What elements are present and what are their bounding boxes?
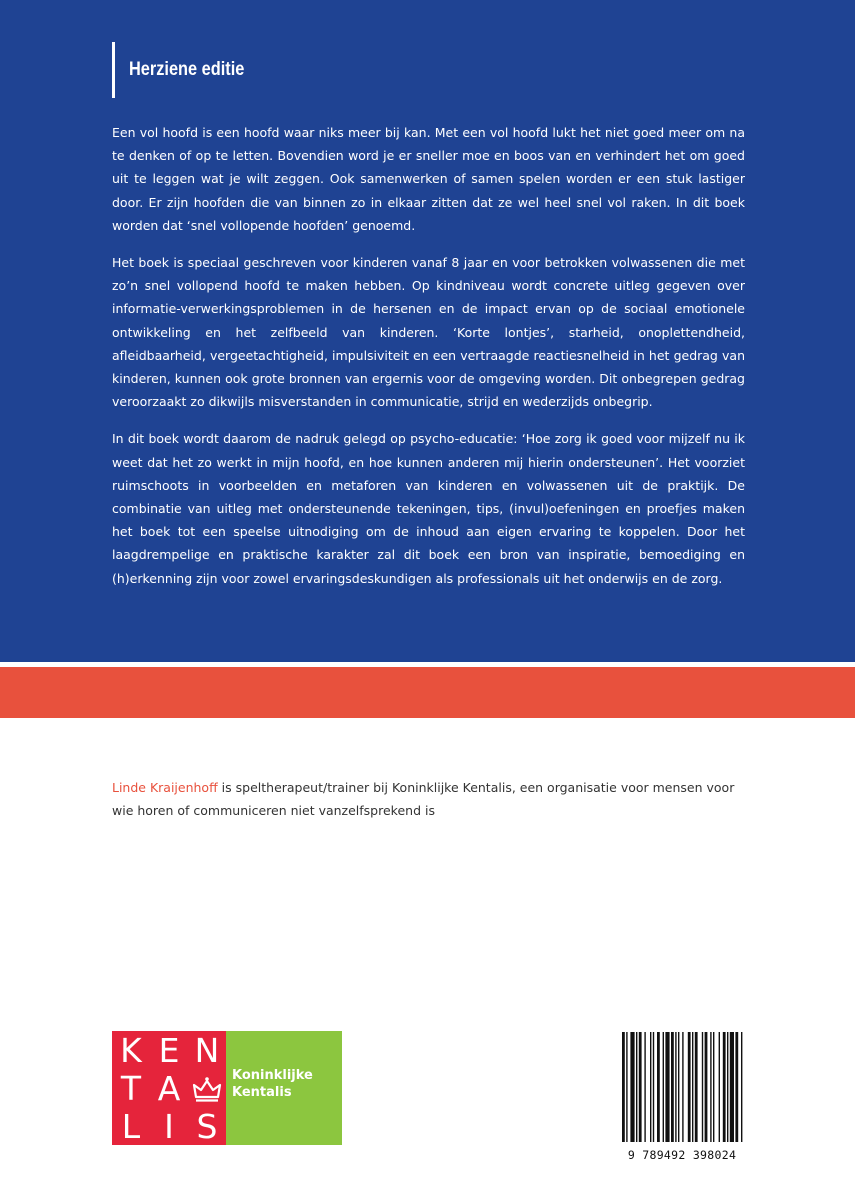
barcode-bar	[692, 1032, 693, 1142]
back-cover-blurb	[112, 121, 745, 604]
barcode-bar	[735, 1032, 738, 1142]
barcode-bar	[695, 1032, 698, 1142]
barcode-bars	[618, 1032, 746, 1146]
barcode-bar	[688, 1032, 691, 1142]
barcode-bar	[710, 1032, 711, 1142]
barcode-bar	[636, 1032, 637, 1142]
barcode-bar	[682, 1032, 683, 1142]
logo-tagline-line-2: Kentalis	[232, 1085, 292, 1100]
barcode-bar	[741, 1032, 742, 1142]
barcode-bar	[663, 1032, 664, 1142]
barcode-bar	[639, 1032, 642, 1142]
barcode-bar	[622, 1032, 625, 1142]
red-band	[0, 667, 855, 718]
logo-letter: E	[158, 1030, 180, 1070]
blurb-paragraph-2: Het boek is speciaal geschreven voor kinderen vanaf 8 jaar en voor betrokken volwassenen die met zo’n snel vollopend hoofd te maken hebben. Op kindniveau wordt concrete uitleg gegeven over informatie-verwerkingsproblemen in de hersenen en de impact ervan op de sociaal emotionele ontwikkeling en het zelfbeeld van kinderen. ‘Korte lontjes’, starheid, onoplettendheid, afleidbaarheid, vergeetachtigheid, impulsiviteit en een vertraagde reactiesnelheid in het gedrag van kinderen, kunnen ook grote bronnen van ergernis voor de omgeving worden. Dit onbegrepen gedrag veroorzaakt zo dikwijls misverstanden in communicatie, strijd en wederzijds onbegrip.	[112, 255, 745, 410]
logo-letter: I	[164, 1106, 174, 1146]
logo-letter: L	[121, 1106, 141, 1146]
barcode-number: 9 789492 398024	[627, 1148, 737, 1162]
crown-icon	[188, 1075, 226, 1105]
barcode-bar	[671, 1032, 674, 1142]
barcode-bar	[650, 1032, 651, 1142]
logo-letter: N	[194, 1030, 220, 1070]
barcode-bar	[675, 1032, 676, 1142]
barcode-bar	[723, 1032, 726, 1142]
kentalis-logo	[112, 1031, 342, 1145]
barcode-bar	[730, 1032, 734, 1142]
barcode-bar	[630, 1032, 634, 1142]
logo-tagline-line-1: Koninklijke	[232, 1068, 313, 1083]
edition-label	[112, 42, 263, 98]
author-name: Linde Kraijenhoff	[112, 780, 218, 795]
barcode-bar	[644, 1032, 645, 1142]
logo-letter: A	[157, 1068, 181, 1108]
barcode-bar	[719, 1032, 720, 1142]
barcode-bar	[713, 1032, 714, 1142]
barcode	[618, 1032, 746, 1162]
edition-text: Herziene editie	[129, 59, 245, 80]
logo-tagline	[232, 1067, 313, 1101]
barcode-bar	[626, 1032, 627, 1142]
logo-letter: T	[120, 1068, 142, 1108]
logo-green-block	[226, 1031, 342, 1145]
blurb-paragraph-1: Een vol hoofd is een hoofd waar niks meer bij kan. Met een vol hoofd lukt het niet goed meer om na te denken of op te letten. Bovendien word je er sneller moe en boos van en verhindert het om goed uit te leggen wat je wilt zeggen. Ook samenwerken of samen spelen worden er een stuk lastiger door. Er zijn hoofden die van binnen zo in elkaar zitten dat ze wel heel snel vol raken. In dit boek worden dat ‘snel vollopende hoofden’ genoemd.	[112, 125, 745, 233]
barcode-bar	[653, 1032, 654, 1142]
logo-letter: K	[120, 1030, 142, 1070]
author-bio	[112, 776, 745, 822]
barcode-bar	[678, 1032, 679, 1142]
barcode-bar	[702, 1032, 703, 1142]
author-bio-text: is speltherapeut/trainer bij Koninklijke Kentalis, een organisatie voor mensen voor wie horen of communiceren niet vanzelfsprekend is	[112, 780, 735, 818]
barcode-bar	[705, 1032, 708, 1142]
barcode-bar	[665, 1032, 669, 1142]
blurb-paragraph-3: In dit boek wordt daarom de nadruk gelegd op psycho-educatie: ‘Hoe zorg ik goed voor mijzelf nu ik weet dat het zo werkt in mijn hoofd, en hoe kunnen anderen mij hierin ondersteunen’. Het voorziet ruimschoots in voorbeelden en metaforen van kinderen en volwassenen uit de praktijk. De combinatie van uitleg met ondersteunende tekeningen, tips, (invul)oefeningen en proefjes maken het boek tot een speelse uitnodiging om de inhoud aan eigen ervaring te koppelen. Door het laagdrempelige en praktische karakter zal dit boek een bron van inspiratie, bemoediging en (h)erkenning zijn voor zowel ervaringsdeskundigen als professionals uit het onderwijs en de zorg.	[112, 431, 745, 586]
barcode-bar	[727, 1032, 728, 1142]
logo-letter: S	[196, 1106, 218, 1146]
barcode-bar	[657, 1032, 660, 1142]
